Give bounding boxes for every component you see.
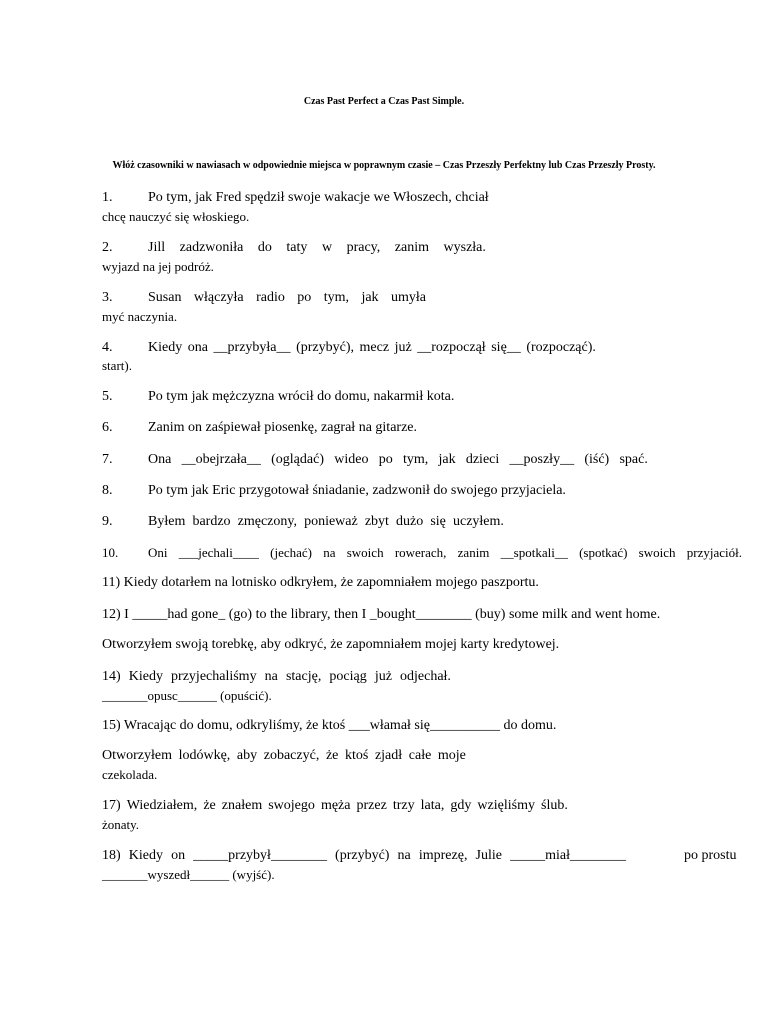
exercise-item-2	[102, 240, 486, 256]
word: _____przybył________	[193, 848, 327, 863]
item-text	[102, 848, 626, 864]
word: swojego	[268, 798, 315, 813]
word: znałem	[221, 798, 263, 813]
item-number: 10.	[102, 545, 119, 560]
item-number: 5.	[102, 389, 113, 404]
word: lodówkę,	[178, 748, 231, 763]
word: uczyłem.	[452, 514, 504, 529]
exercise-item-8	[102, 483, 566, 499]
word: Jill	[148, 240, 166, 255]
word: na	[397, 848, 411, 863]
item-text	[148, 340, 596, 356]
word: wideo	[334, 452, 369, 467]
word: __przybyła__	[213, 340, 291, 355]
word: Kiedy	[148, 340, 183, 355]
word: włączyła	[193, 290, 244, 305]
word: swoich	[638, 545, 676, 560]
word: już	[394, 340, 412, 355]
item-number: 6.	[102, 420, 113, 435]
exercise-item-14	[102, 669, 451, 685]
item-number: 7.	[102, 452, 113, 467]
item-text: Po tym, jak Fred spędził swoje wakacje we Włoszech, chciał	[148, 190, 489, 205]
word: (rozpocząć).	[526, 340, 596, 355]
word: Oni	[148, 545, 168, 560]
word: ona	[187, 340, 208, 355]
word: swoich	[346, 545, 384, 560]
word: ___jechali____	[178, 545, 259, 560]
word: w	[321, 240, 333, 255]
item-number: 4.	[102, 340, 113, 355]
exercise-item-16	[102, 748, 466, 764]
exercise-item-6	[102, 420, 417, 436]
item-continuation: _______wyszedł______ (wyjść).	[102, 867, 275, 882]
item-number: 9.	[102, 514, 113, 529]
word: _____miał________	[510, 848, 626, 863]
item-continuation: wyjazd na jej podróż.	[102, 259, 214, 274]
item-text: Zanim on zaśpiewał piosenkę, zagrał na gitarze.	[148, 420, 417, 435]
word: (przybyć),	[296, 340, 354, 355]
word: Otworzyłem	[102, 748, 172, 763]
word: aby	[236, 748, 258, 763]
word: tym,	[402, 452, 429, 467]
word: (iść)	[584, 452, 610, 467]
word: zobaczyć,	[263, 748, 320, 763]
word: mecz	[359, 340, 390, 355]
word: wzięliśmy	[477, 798, 535, 813]
word: pracy,	[346, 240, 381, 255]
word: Kiedy	[128, 669, 163, 684]
item-text	[102, 798, 568, 814]
document-title: Czas Past Perfect a Czas Past Simple.	[303, 96, 465, 107]
item-text	[148, 452, 648, 468]
word: męża	[320, 798, 351, 813]
word: (jechać)	[270, 545, 312, 560]
word: (przybyć)	[335, 848, 390, 863]
word: całe	[408, 748, 432, 763]
item-number: 8.	[102, 483, 113, 498]
word: po	[297, 290, 312, 305]
word: __spotkali__	[500, 545, 568, 560]
exercise-item-7	[102, 452, 648, 468]
word: na	[264, 669, 278, 684]
word: bardzo	[192, 514, 231, 529]
word: się	[430, 514, 446, 529]
word: stację,	[285, 669, 322, 684]
item-text: Po tym jak Eric przygotował śniadanie, zadzwonił do swojego przyjaciela.	[148, 483, 566, 498]
item-text	[148, 514, 504, 530]
word: (spotkać)	[579, 545, 628, 560]
word: zanim	[394, 240, 429, 255]
word: imprezę,	[418, 848, 468, 863]
item-continuation: _______opusc______ (opuścić).	[102, 688, 272, 703]
word: spać.	[619, 452, 648, 467]
item-continuation: chcę nauczyć się włoskiego.	[102, 209, 250, 224]
word: moje	[437, 748, 466, 763]
word: __poszły__	[509, 452, 575, 467]
word: Wiedziałem,	[126, 798, 198, 813]
exercise-item-13: Otworzyłem swoją torebkę, aby odkryć, że zapomniałem mojej karty kredytowej.	[102, 637, 560, 652]
word: Julie	[475, 848, 502, 863]
word: __obejrzała__	[181, 452, 261, 467]
word: do	[257, 240, 272, 255]
word: ponieważ	[304, 514, 358, 529]
item-text	[102, 669, 451, 685]
exercise-item-5	[102, 389, 454, 405]
instruction-text: Włóż czasowniki w nawiasach w odpowiednie miejsca w poprawnym czasie – Czas Przeszły Perfektny lub Czas Przeszły Prosty.	[112, 160, 656, 171]
item-continuation: żonaty.	[102, 817, 140, 832]
word: tym,	[323, 290, 349, 305]
item-text: Po tym jak mężczyzna wrócił do domu, nakarmił kota.	[148, 389, 455, 404]
word: dzieci	[465, 452, 500, 467]
word: zjadł	[374, 748, 403, 763]
word: 18)	[102, 848, 121, 863]
word: radio	[256, 290, 285, 305]
exercise-item-10	[102, 545, 742, 561]
word: jak	[361, 290, 379, 305]
word: ślub.	[541, 798, 568, 813]
word: przyjaciół.	[686, 545, 742, 560]
exercise-item-18	[102, 848, 626, 864]
word: wyszła.	[443, 240, 486, 255]
exercise-item-3	[102, 290, 426, 306]
exercise-item-4	[102, 340, 596, 356]
word: że	[325, 748, 339, 763]
exercise-item-11: 11) Kiedy dotarłem na lotnisko odkryłem, że zapomniałem mojego paszportu.	[102, 575, 539, 590]
item-continuation: start).	[102, 358, 132, 373]
item-text	[102, 748, 466, 764]
word: przez	[356, 798, 387, 813]
word: on	[171, 848, 186, 863]
word: Byłem	[148, 514, 186, 529]
word: po	[378, 452, 393, 467]
word: zmęczony,	[237, 514, 297, 529]
word: gdy	[450, 798, 472, 813]
word: umyła	[390, 290, 426, 305]
word: trzy	[392, 798, 415, 813]
word: taty	[286, 240, 308, 255]
item-number: 1.	[102, 190, 113, 205]
item-continuation: myć naczynia.	[102, 309, 178, 324]
word: jak	[438, 452, 456, 467]
item-text	[148, 545, 742, 561]
item-tail-text: po prostu	[684, 848, 737, 863]
word: na	[323, 545, 336, 560]
word: zadzwoniła	[179, 240, 244, 255]
word: rowerach,	[394, 545, 447, 560]
word: lata,	[420, 798, 445, 813]
word: przyjechaliśmy	[171, 669, 257, 684]
exercise-item-15: 15) Wracając do domu, odkryliśmy, że ktoś ___włamał się__________ do domu.	[102, 718, 557, 733]
word: ktoś	[344, 748, 369, 763]
exercise-item-9	[102, 514, 504, 530]
word: że	[203, 798, 216, 813]
word: (oglądać)	[271, 452, 324, 467]
exercise-item-12: 12) I _____had gone_ (go) to the library, then I _bought________ (buy) some milk and went home.	[102, 607, 661, 622]
exercise-item-1	[102, 190, 489, 206]
word: Ona	[148, 452, 172, 467]
item-continuation: czekolada.	[102, 767, 158, 782]
item-number: 2.	[102, 240, 113, 255]
word: zanim	[457, 545, 490, 560]
exercise-item-17	[102, 798, 568, 814]
word: Kiedy	[128, 848, 163, 863]
word: __rozpoczął	[417, 340, 486, 355]
word: pociąg	[329, 669, 367, 684]
item-number: 3.	[102, 290, 113, 305]
word: Susan	[148, 290, 182, 305]
word: zbyt	[364, 514, 389, 529]
word: 17)	[102, 798, 121, 813]
word: już	[374, 669, 392, 684]
word: 14)	[102, 669, 121, 684]
word: dużo	[396, 514, 424, 529]
item-text	[148, 290, 426, 306]
item-text	[148, 240, 486, 256]
word: odjechał.	[400, 669, 451, 684]
word: się__	[491, 340, 521, 355]
